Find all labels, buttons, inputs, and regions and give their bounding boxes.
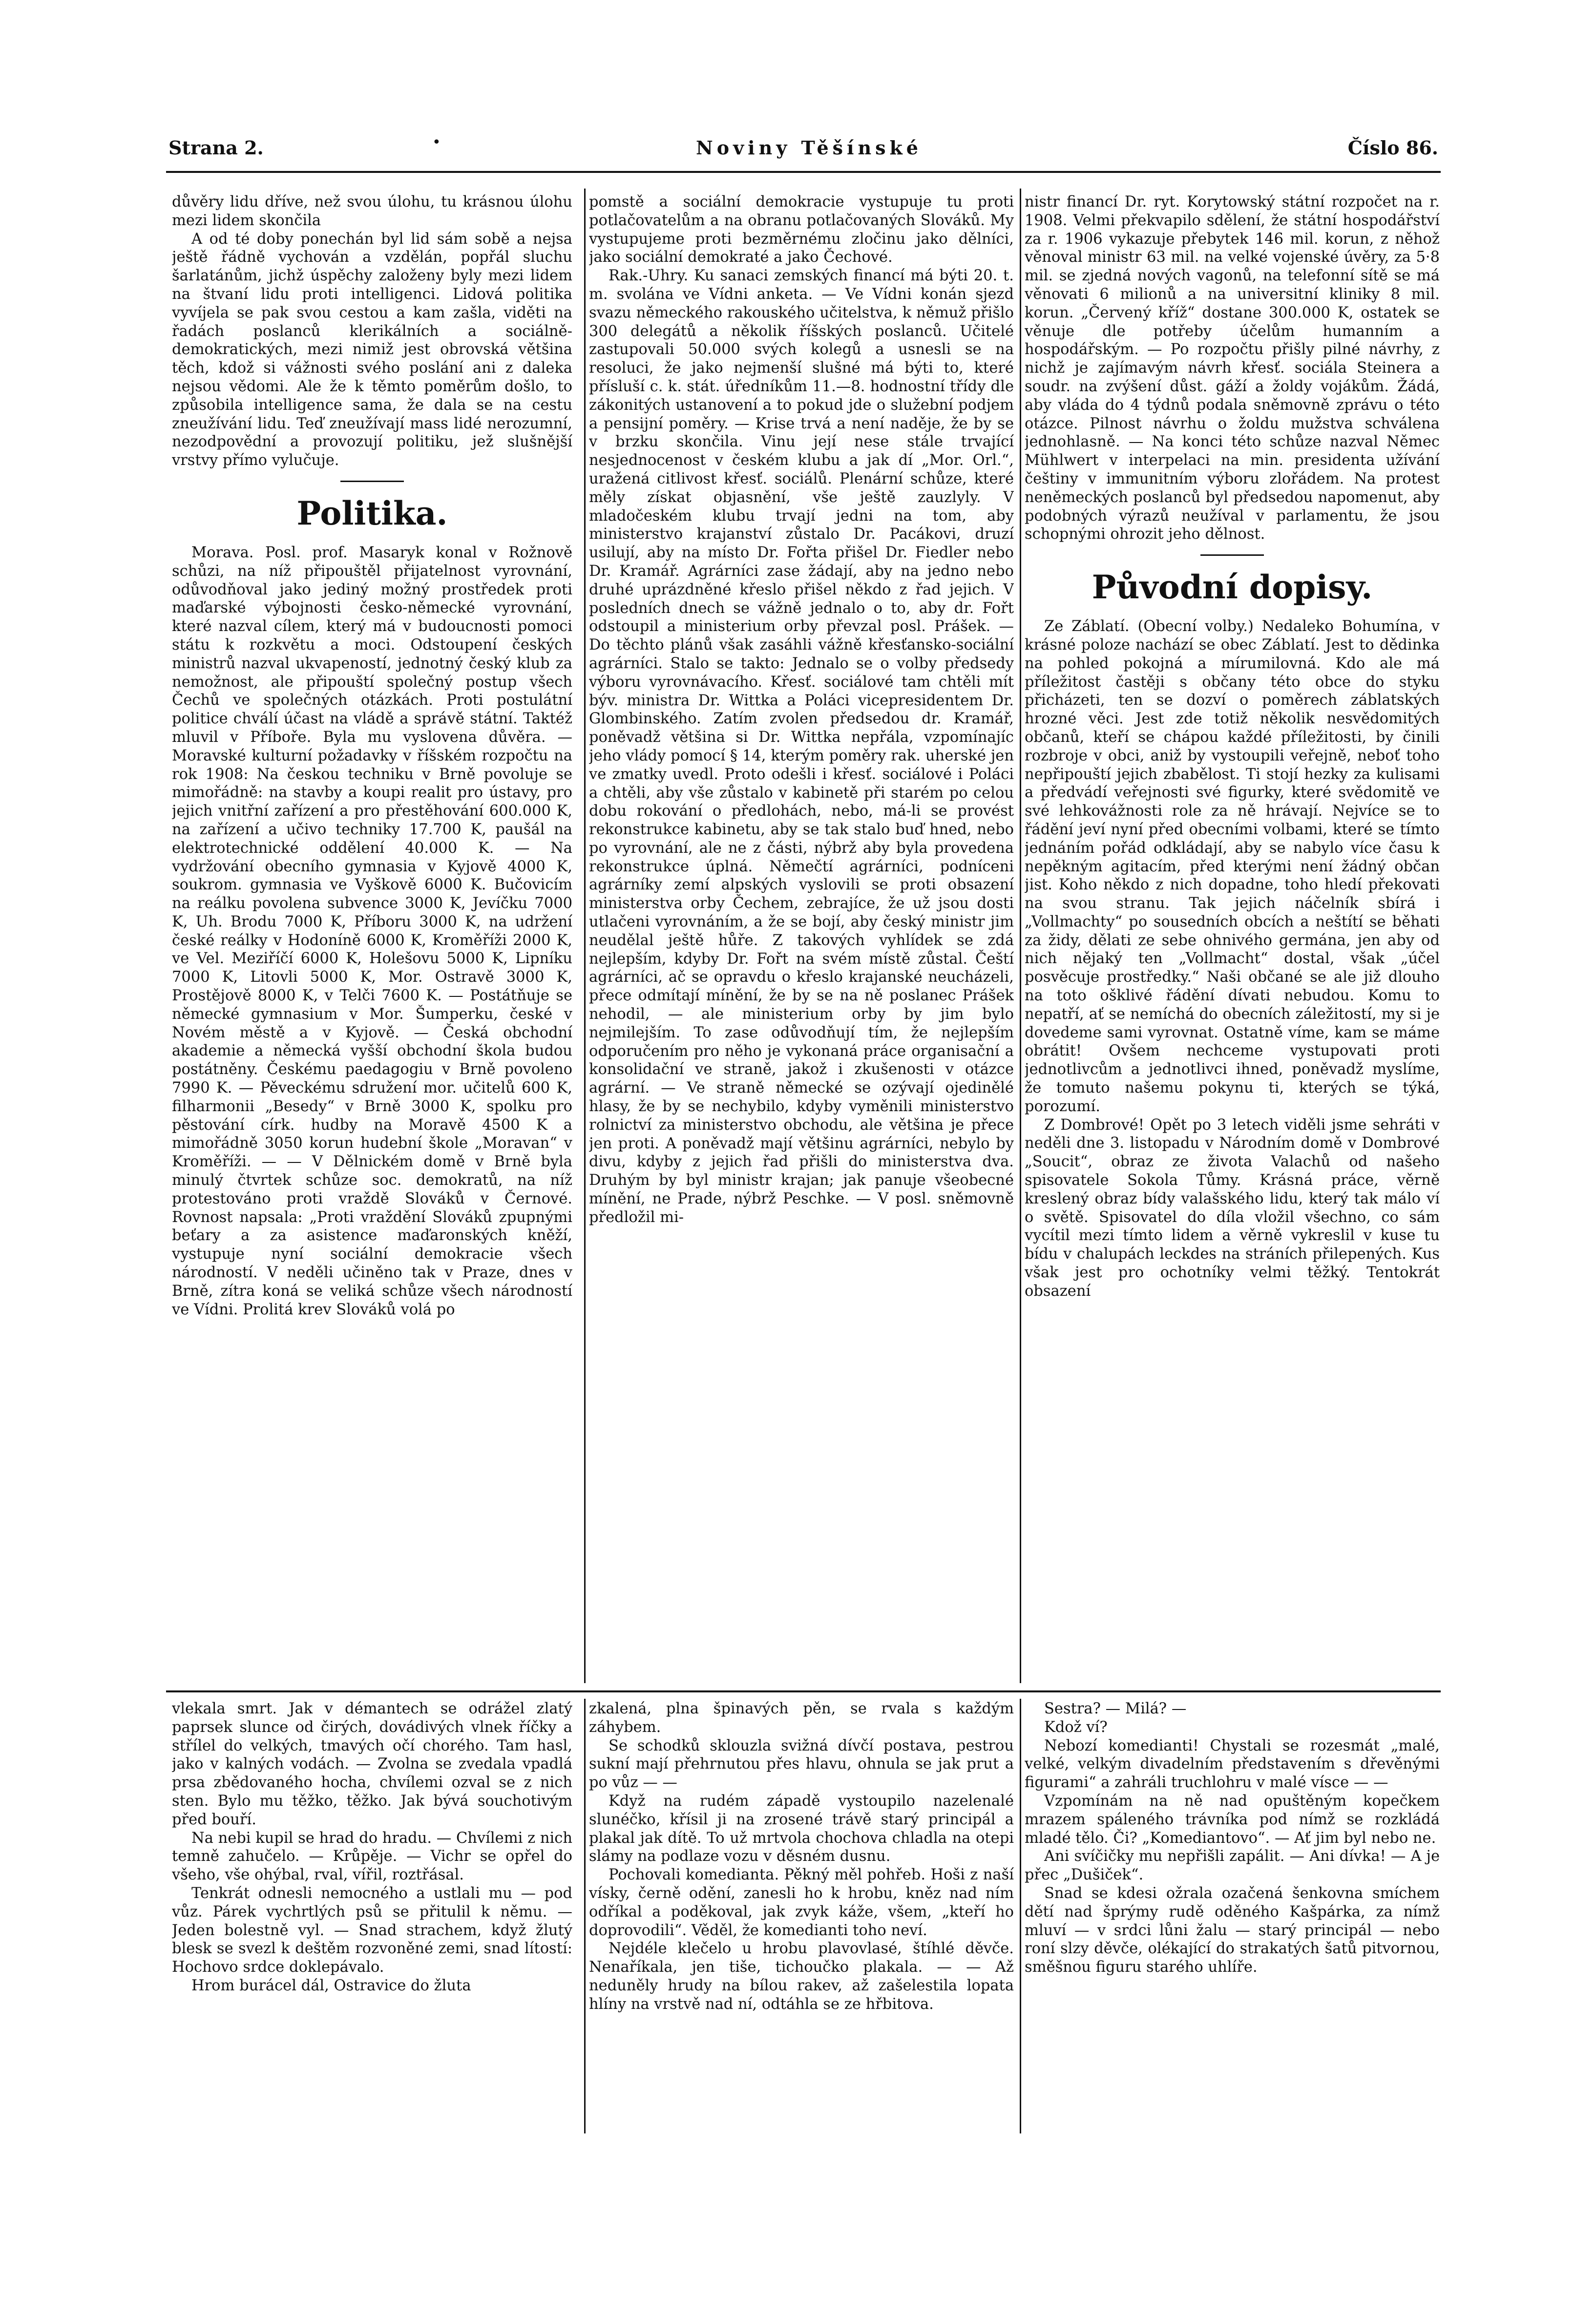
article-paragraph: důvěry lidu dříve, než svou úlohu, tu krásnou úlohu mezi lidem skončila: [172, 193, 572, 229]
upper-column-3: [1025, 193, 1440, 1685]
article-paragraph: Z Dombrové! Opět po 3 letech viděli jsme sehráti v neděli dne 3. listopadu v Národním domě v Dombrové „Soucit“, obraz ze života Valachů od našeho spisovatele Sokola Tůmy. Krásná práce, věrně kreslený obraz bídy valašského lidu, který tak málo ví o světě. Spisovatel do díla vložil všechno, co sám vycítil mezi tímto lidem a věrně vykreslil v kuse tu bídu v chalupách leckdes na stráních přilepených. Kus však jest pro ochotníky velmi těžký. Tentokrát obsazení: [1025, 1116, 1440, 1300]
short-divider: [1200, 554, 1264, 556]
upper-column-1: [172, 193, 572, 1685]
story-paragraph: Snad se kdesi ožrala ozačená šenkovna smíchem dětí nad šprýmy rudě oděného Kašpárka, za nímž mluví — v srdci lůni žalu — starý principál — nebo roní slzy děvče, olékající do strakatých šatů pitvornou, směšnou figuru starého uhlíře.: [1025, 1884, 1440, 1976]
story-paragraph: Na nebi kupil se hrad do hradu. — Chvílemi z nich temně zahučelo. — Krůpěje. — Vichr se opřel do všeho, vše ohýbal, rval, vířil, roztřásal.: [172, 1829, 572, 1884]
section-divider-rule: [166, 1690, 1441, 1692]
story-paragraph: Kdož ví?: [1044, 1718, 1108, 1736]
story-paragraph: Sestra? — Milá? —: [1044, 1700, 1187, 1717]
issue-number: Číslo 86.: [1347, 137, 1438, 159]
lower-column-1: [172, 1700, 572, 2134]
article-paragraph: A od té doby ponechán byl lid sám sobě a nejsa ještě řádně vychován a vzdělán, popřál sluchu šarlatánům, jichž úspěchy založeny byly mezi lidem na štvaní lidu proti intelligenci. Lidová politika vyvíjela se pak svou cestou a kam zašla, viděti na řadách poslanců klerikálních a sociálně-demokratických, mezi nimiž jest obrovská většina těch, kdož si vážnosti svého poslání ani z daleka nejsou vědomi. Ale že k těmto poměrům došlo, to způsobila intelligence sama, že dala se na cestu zneužívání lidu. Teď zneužívají mass lidé nerozumní, nezodpovědní a provozují politiku, jež slušnější vrstvy přímo vylučuje.: [172, 230, 572, 469]
story-paragraph: Ani svíčičky mu nepřišli zapálit. — Ani dívka! — A je přec „Dušiček“.: [1025, 1848, 1440, 1884]
header-rule: [166, 171, 1441, 173]
story-paragraph: Tenkrát odnesli nemocného a ustlali mu — pod vůz. Párek vychrtlých psů se přitulil k němu. — Jeden bolestně vyl. — Snad strachem, když žlutý blesk se svezl k deštěm rozvoněné zemi, snad lítostí: Hochovo srdce doklepávalo.: [172, 1884, 572, 1976]
section-heading-puvodni-dopisy: Původní dopisy.: [1092, 568, 1373, 607]
header-dot: •: [432, 134, 441, 151]
article-paragraph: pomstě a sociální demokracie vystupuje tu proti potlačovatelům a na obranu potlačovaných Slováků. My vystupujeme proti bezměrnému zločinu jako dělníci, jako sociální demokraté a jako Čechové.: [589, 193, 1014, 266]
column-rule: [584, 1699, 586, 2133]
story-paragraph: Když na rudém západě vystoupilo nazelenalé slunéčko, křísil ji na zrosené trávě starý principál a plakal jak dítě. To už mrtvola chochova chladla na otepi slámy na podlaze vozu v děsném dusnu.: [589, 1792, 1014, 1865]
story-paragraph: Nebozí komedianti! Chystali se rozesmát „malé, velké, velkým divadelním představením s dřevěnými figurami“ a zahráli truchlohru v malé vísce — —: [1025, 1737, 1440, 1792]
section-heading-politika: Politika.: [296, 494, 448, 532]
story-paragraph: Vzpomínám na ně nad opuštěným kopečkem mrazem spáleného trávníka pod nímž se rozkládá mladé tělo. Či? „Komediantovo“. — Ať jim byl nebo ne.: [1025, 1792, 1440, 1847]
article-paragraph: Ze Záblatí. (Obecní volby.) Nedaleko Bohumína, v krásné poloze nachází se obec Záblatí. Jest to dědinka na pohled pokojná a mírumilovná. Kdo ale má příležitost častěji s občany této obce do styku přicházeti, ten se dozví o poměrech záblatských hrozné věci. Jest zde totiž několik nesvědomitých občanů, kteří se chápou každé příležitosti, by činili rozbroje v obci, aniž by vystoupili veřejně, neboť toho nepřipouští jejich zbabělost. Ti stojí hezky za kulisami a předvádí veřejnosti své figurky, které svědomitě ve své lehkovážnosti role za ně hrávají. Nejvíce se to řádění jeví nyní před obecními volbami, které se tímto jednáním pořád odkládají, aby se nabylo více času k nepěkným agitacím, před kterými není žádný občan jist. Koho někdo z nich dopadne, toho hledí překovati na svou stranu. Tak jejich náčelník sbírá i „Vollmachty“ po sousedních obcích a neštítí se běhati za židy, dělati ze sebe ohnivého germána, jen aby od nich nějaký ten „Vollmacht“ dostal, však „účel posvěcuje prostředky.“ Naši občané se ale již dlouho na toto ošklivé řádění dívati nebudou. Komu to nepatří, ať se nemíchá do obecních záležitostí, my si je dovedeme sami vyrovnat. Ostatně víme, kam se máme obrátit! Ovšem nechceme vystupovati proti jednotlivcům a jednotlivci ihned, poněvadž myslíme, že tomuto našemu pokynu ti, kterých se týká, porozumí.: [1025, 618, 1440, 1115]
story-paragraph: zkalená, plna špinavých pěn, se rvala s každým záhybem.: [589, 1700, 1014, 1736]
page-number: Strana 2.: [168, 137, 264, 159]
article-paragraph: nistr financí Dr. ryt. Korytowský státní rozpočet na r. 1908. Velmi překvapilo sdělení, že státní hospodářství za r. 1906 vykazuje přebytek 146 mil. korun, z něhož věnoval ministr 63 mil. na velké vojenské úvěry, za 5·8 mil. se zjedná nových vagonů, na telefonní sítě se má věnovati 6 milionů a na universitní kliniky 8 mil. korun. „Červený kříž“ dostane 300.000 K, ostatek se věnuje dle potřeby účelům humanním a hospodářským. — Po rozpočtu přišly pilné návrhy, z nichž je zajímavým návrh křesť. sociála Steinera a soudr. na zvýšení důst. gáží a žoldy vojákům. Žádá, aby vláda do 4 týdnů podala sněmovně zprávu o této otázce. Pilnost návrhu o žoldu mužstva schválena jednohlasně. — Na konci této schůze nazval Němec Mühlwert v interpelaci na min. presidenta užívání češtiny v immunitním výboru zlořádem. Na protest neněmeckých poslanců byl předsedou napomenut, aby podobných výrazů neužíval v parlamentu, že jsou schopnými ohrozit jeho dělnost.: [1025, 193, 1440, 543]
lower-column-2: [589, 1700, 1014, 2134]
article-paragraph: Rak.-Uhry. Ku sanaci zemských financí má býti 20. t. m. svolána ve Vídni anketa. — Ve Vídni konán sjezd svazu německého rakouského učitelstva, k němuž přišlo 300 delegátů a několik říšských poslanců. Učitelé zastupovali 50.000 svých kolegů a usnesli se na resoluci, že jako nejmenší slušné má býti to, které přísluší c. k. stát. úředníkům 11.—8. hodnostní třídy dle zákonitých ustanovení a to pokud jde o služební podjem a pensijní poměry. — Krise trvá a není naděje, že by se v brzku skončila. Vinu její nese stále trvající nesjednocenost v českém klubu a jak dí „Mor. Orl.“, uražená citlivost křesť. sociálů. Plenární schůze, které měly získat objasnění, vše ještě zauzlyly. V mladočeském klubu trvají jedni na tom, aby ministerstvo krajanství zůstalo Dr. Pacákovi, druzí usilují, aby na místo Dr. Fořta přišel Dr. Fiedler nebo Dr. Kramář. Agrárníci zase žádají, aby na jedno nebo druhé uprázdněné křeslo přišel někdo z řad jejich. V posledních dnech se vážně jednalo o to, aby dr. Fořt odstoupil a ministerium orby převzal posl. Prášek. — Do těchto plánů však zasáhli vážně křesťansko-sociální agrárníci. Stalo se takto: Jednalo se o volby předsedy výboru vyrovnávacího. Křesť. sociálové tam chtěli mít býv. ministra Dr. Wittka a Poláci vicepresidentem Dr. Glombinského. Zatím zvolen předsedou dr. Kramář, poněvadž většina si Dr. Wittka nepřála, vzpomínajíc jeho vlády pomocí § 14, kterým poměry rak. uherské jen ve zmatky uvedl. Proto odešli i křesť. sociálové i Poláci a chtěli, aby vše zůstalo v kabinetě při starém po celou dobu rokování o předlohách, nebo, má-li se provést rekonstrukce kabinetu, aby se tak stalo buď hned, nebo po vyrovnání, ale ne z části, nýbrž aby byla provedena rekonstrukce úplná. Němečtí agrárníci, podníceni agrárníky zemí alpských vyslovili se proti obsazení ministerstva orby Čechem, zebrajíce, že už jsou dosti utlačeni vyrovnáním, a že se bojí, aby český ministr jim neudělal ještě hůře. Z takových vyhlídek se zdá nejlepším, kdyby Dr. Fořt na svém místě zůstal. Čeští agrárníci, ač se opravdu o křeslo krajanské neucházeli, přece odmítají mínění, že by se na ně poslanec Prášek nehodil, — ale ministerium orby by jim bylo nejmilejším. To zase odůvodňují tím, že nejlepším odporučením pro něho je vykonaná práce organisační a konsolidační ve straně, jakož i zkušenosti v otázce agrární. — Ve straně německé se ozývají ojedinělé hlasy, že by se nechybilo, kdyby vyměnili ministerstvo rolnictví za ministerstvo obchodu, ale většina je přece jen proti. A poněvadž mají většinu agrárníci, nebylo by divu, kdyby z jejich řad přišli do ministerstva dva. Druhým by byl ministr krajan; jak panuje všeobecné mínění, ne Prade, nýbrž Peschke. — V posl. sněmovně předložil mi-: [589, 267, 1014, 1226]
article-paragraph: Morava. Posl. prof. Masaryk konal v Rožnově schůzi, na níž připouštěl přijatelnost vyrovnání, odůvodňoval jako jediný možný prostředek proti maďarské výbojnosti česko-německé vyrovnání, které nazval cílem, který má v budoucnosti pomoci státu k rozkvětu a moci. Odstoupení českých ministrů nazval ukvapeností, jednotný český klub za nemožnost, ale připouští společný postup všech Čechů ve společných otázkách. Proti postulátní politice chválí účast na vládě a správě státní. Taktéž mluvil v Příboře. Byla mu vyslovena důvěra. — Moravské kulturní požadavky v říšském rozpočtu na rok 1908: Na českou techniku v Brně povoluje se mimořádně: na stavby a koupi realit pro ústavy, pro jejich vnitřní zařízení a pro přestěhování 600.000 K, na zařízení a učivo techniky 17.700 K, paušál na elektrotechnické oddělení 40.000 K. — Na vydržování obecního gymnasia v Kyjově 4000 K, soukrom. gymnasia ve Vyškově 6000 K. Bučovicím na reálku povolena subvence 3000 K, Jevíčku 7000 K, Uh. Brodu 7000 K, Příboru 3000 K, na udržení české reálky v Hodoníně 6000 K, Kroměříži 2000 K, ve Vel. Meziříčí 6000 K, Holešovu 5000 K, Lipníku 7000 K, Litovli 5000 K, Mor. Ostravě 3000 K, Prostějově 8000 K, v Telči 7600 K. — Postátňuje se německé gymnasium v Mor. Šumperku, české v Novém městě a v Kyjově. — Česká obchodní akademie a německá vyšší obchodní škola budou postátněny. Českému paedagogiu v Brně povoleno 7990 K. — Pěveckému sdružení mor. učitelů 600 K, filharmonii „Besedy“ v Brně 3000 K, spolku pro pěstování círk. hudby na Moravě 4500 K a mimořádně 3050 korun hudební škole „Moravan“ v Kroměříži. — — V Dělnickém domě v Brně byla minulý čtvrtek schůze soc. demokratů, na níž protestováno proti vraždě Slováků v Černové. Rovnost napsala: „Proti vraždění Slováků zpupnými beťary a za asistence maďaronských kněží, vystupuje nyní sociální demokracie všech národností. V neděli učiněno tak v Praze, dnes v Brně, zítra koná se veliká schůze všech národností ve Vídni. Prolitá krev Slováků volá po: [172, 544, 572, 1318]
upper-column-2: [589, 193, 1014, 1685]
lower-column-3: [1025, 1700, 1440, 2134]
column-rule: [1020, 189, 1021, 1683]
story-paragraph: Pochovali komedianta. Pěkný měl pohřeb. Hoši z naší vísky, černě odění, zanesli ho k hrobu, kněz nad ním odříkal a poděkoval, jak zvyk káže, všem, „kteří ho doprovodili“. Věděl, že komedianti toho neví.: [589, 1866, 1014, 1939]
newspaper-title: Noviny Těšínské: [696, 137, 922, 159]
story-paragraph: Nejdéle klečelo u hrobu plavovlasé, štíhlé děvče. Nenaříkala, jen tiše, tichoučko plakala. — — Až neduněly hrudy na bílou rakev, až zašelestila lopata hlíny na vrstvě nad ní, odtáhla se ze hřbitova.: [589, 1940, 1014, 2013]
column-rule: [1020, 1699, 1021, 2133]
column-rule: [584, 189, 586, 1683]
story-paragraph: Hrom burácel dál, Ostravice do žluta: [191, 1977, 471, 1994]
story-paragraph: vlekala smrt. Jak v démantech se odrážel zlatý paprsek slunce od čirých, dovádivých vlnek říčky a střílel do velkých, tmavých očí chorého. Tam hasl, jako v kalných vodách. — Zvolna se zvedala vpadlá prsa zbědovaného hocha, chvílemi ozval se z nich sten. Bylo mu těžko, těžko. Jak bývá souchotivým před bouří.: [172, 1700, 572, 1828]
short-divider: [340, 481, 404, 482]
story-paragraph: Se schodků sklouzla svižná dívčí postava, pestrou sukní mají přehrnutou přes hlavu, ohnula se jak prut a po vůz — —: [589, 1737, 1014, 1792]
